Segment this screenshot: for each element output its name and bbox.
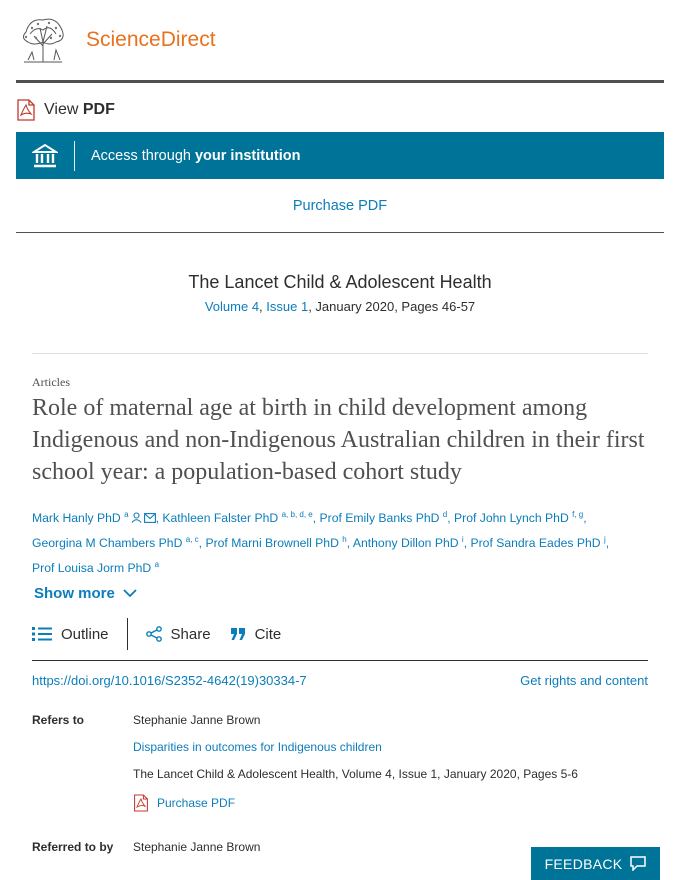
author-link[interactable]: Prof Louisa Jorm PhD $^a$ [32, 560, 160, 575]
quote-icon [231, 628, 246, 640]
outline-label: Outline [61, 625, 109, 643]
doi-link[interactable]: https://doi.org/10.1016/S2352-4642(19)30334-7 [32, 673, 307, 688]
view-pdf-label: View PDF [44, 101, 115, 118]
cite-button[interactable] [231, 626, 282, 643]
show-more-button[interactable] [34, 585, 137, 602]
author-link[interactable]: Prof Emily Banks PhD $^d$ [319, 510, 448, 525]
author-link[interactable]: Prof Sandra Eades PhD $^j$ [470, 535, 606, 550]
share-icon [146, 626, 162, 642]
toolbar-divider [127, 618, 128, 650]
feedback-label: FEEDBACK [544, 855, 623, 872]
author-link[interactable]: Kathleen Falster PhD $^{a, b, d, e}$ [162, 510, 313, 525]
volume-issue-line [16, 299, 664, 314]
pdf-icon [16, 99, 36, 121]
purchase-pdf-link[interactable]: Purchase PDF [292, 198, 388, 214]
access-institution-button[interactable] [16, 132, 664, 179]
author-link[interactable]: Anthony Dillon PhD $^i$ [352, 535, 464, 550]
list-icon [32, 626, 52, 642]
volume-link[interactable]: Volume 4 [204, 299, 260, 314]
divider [32, 660, 648, 661]
article-title: Role of maternal age at birth in child development among Indigenous and non-Indigenous Australian children in their first school year: a population-based cohort study [32, 395, 645, 485]
institution-icon [32, 143, 58, 169]
date-pages: , January 2020, Pages 46-57 [308, 299, 476, 314]
rights-link[interactable]: Get rights and content [520, 673, 648, 688]
chevron-down-icon [123, 589, 137, 598]
divider [16, 232, 664, 233]
refers-to-label: Refers to [32, 713, 85, 727]
access-divider [74, 141, 75, 171]
show-more-label: Show more [34, 585, 115, 602]
author-link[interactable]: Prof Marni Brownell PhD $^h$ [205, 535, 347, 550]
view-pdf-link[interactable] [16, 98, 115, 122]
refers-to-author: Stephanie Janne Brown [133, 713, 261, 727]
author-link[interactable]: Georgina M Chambers PhD $^{a, c}$ [32, 535, 199, 550]
site-header [16, 0, 664, 80]
purchase-pdf-label: Purchase PDF [157, 796, 236, 810]
referred-to-by-author: Stephanie Janne Brown [133, 840, 261, 854]
journal-title[interactable]: The Lancet Child & Adolescent Health [188, 272, 492, 292]
speech-bubble-icon [630, 856, 646, 871]
issue-link[interactable]: Issue 1 [266, 299, 309, 314]
author-list: Mark Hanly PhD $^a$ , Kathleen Falster PhD $^{a, b, d, e}$, Prof Emily Banks PhD $^d$, Prof John Lynch PhD $^{f, g}$, Georgina M Chambers PhD $^{a, c}$, Prof Marni Brownell PhD $^h$, Anthony Dillon PhD $^i$, Prof Sandra Eades PhD $^j$, Prof Louisa Jorm PhD $^a$ [32, 510, 610, 575]
outline-button[interactable] [32, 626, 109, 643]
article-type: Articles [32, 375, 70, 389]
elsevier-tree-icon[interactable] [16, 12, 70, 66]
feedback-button[interactable] [531, 847, 660, 880]
share-label: Share [170, 625, 211, 643]
person-icon [131, 512, 142, 523]
refers-to-source: The Lancet Child & Adolescent Health, Volume 4, Issue 1, January 2020, Pages 5-6 [133, 767, 578, 781]
article-toolbar [32, 618, 648, 650]
author-link[interactable]: Prof John Lynch PhD $^{f, g}$ [454, 510, 584, 525]
referred-to-by-label: Referred to by [32, 840, 114, 854]
pdf-icon [133, 794, 149, 812]
share-button[interactable] [146, 626, 211, 643]
brand-name[interactable]: ScienceDirect [86, 28, 216, 51]
access-label: Access through your institution [91, 147, 301, 164]
cite-label: Cite [254, 625, 282, 643]
author-link[interactable]: Mark Hanly PhD $^a$ [32, 511, 156, 525]
email-icon [144, 513, 156, 523]
divider [32, 353, 648, 354]
refers-to-title-link[interactable]: Disparities in outcomes for Indigenous children [133, 740, 382, 754]
header-divider [16, 80, 664, 83]
refers-to-purchase-pdf-link[interactable] [133, 794, 235, 812]
comma: , [259, 299, 267, 314]
